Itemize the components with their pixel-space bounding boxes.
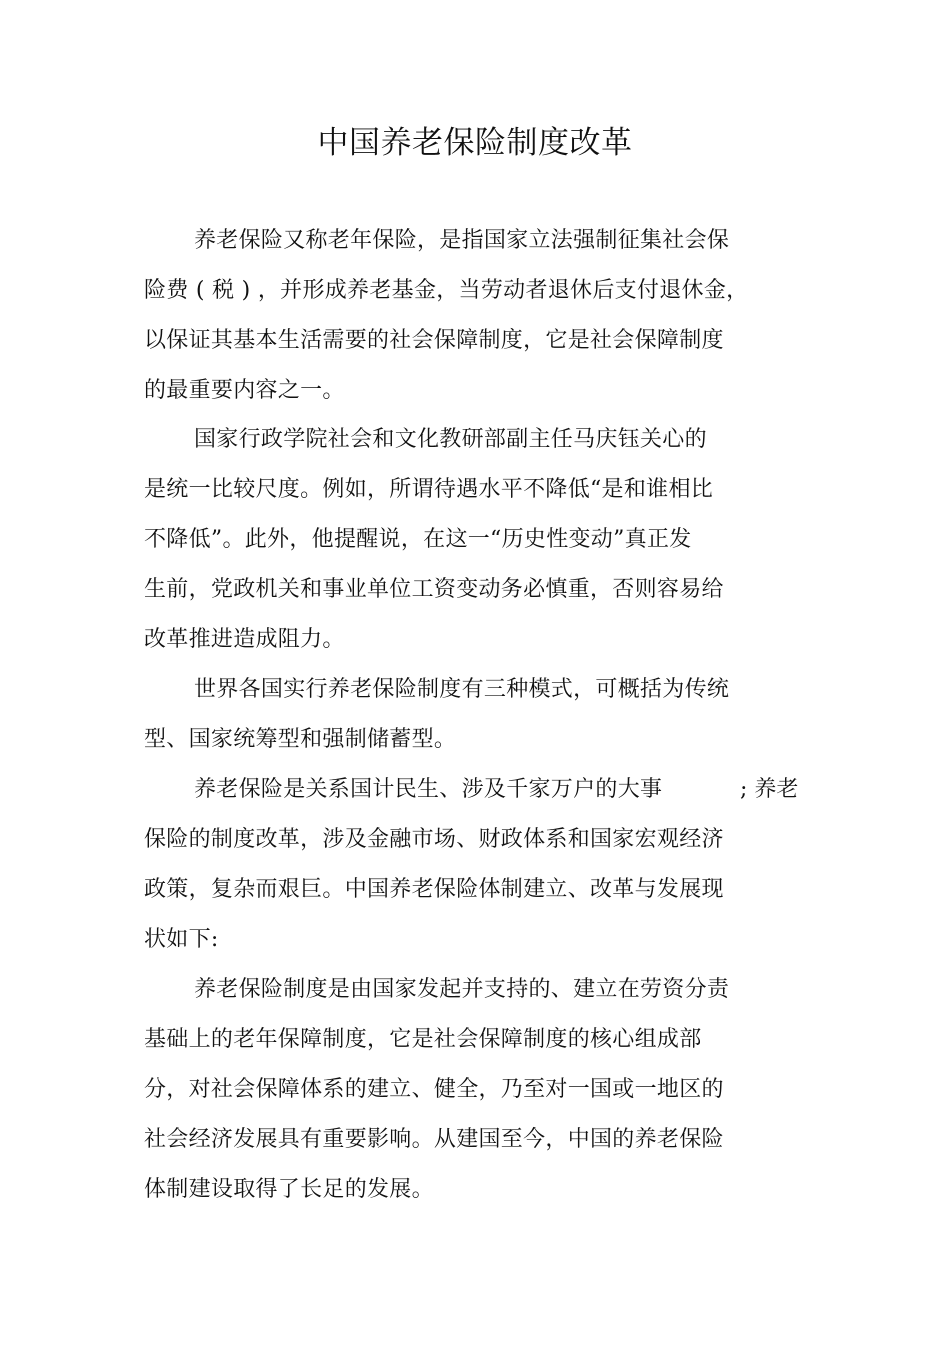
paragraph-4-line-3: 政策，复杂而艰巨。中国养老保险体制建立、改革与发展现 — [144, 877, 724, 902]
paragraph-5-line-2: 基础上的老年保障制度，它是社会保障制度的核心组成部 — [144, 1027, 702, 1052]
paragraph-1-line-4: 的最重要内容之一。 — [144, 378, 345, 403]
paragraph-1-line-3: 以保证其基本生活需要的社会保障制度，它是社会保障制度 — [144, 328, 724, 353]
paragraph-4-line-1-head: 养老保险是关系国计民生、涉及千家万户的大事 — [194, 777, 663, 802]
paragraph-5-line-5: 体制建设取得了长足的发展。 — [144, 1177, 434, 1202]
document-title: 中国养老保险制度改革 — [317, 125, 633, 161]
paragraph-2-line-1: 国家行政学院社会和文化教研部副主任马庆钰关心的 — [194, 427, 707, 452]
paragraph-2-line-2: 是统一比较尺度。例如，所谓待遇水平不降低“是和谁相比 — [144, 477, 714, 502]
paragraph-2-line-5: 改革推进造成阻力。 — [144, 627, 345, 652]
paragraph-3-line-1: 世界各国实行养老保险制度有三种模式，可概括为传统 — [194, 677, 730, 702]
paragraph-2-line-4: 生前，党政机关和事业单位工资变动务必慎重，否则容易给 — [144, 577, 724, 602]
paragraph-5-line-1: 养老保险制度是由国家发起并支持的、建立在劳资分责 — [194, 977, 730, 1002]
paragraph-4-line-1-tail: ; 养老 — [740, 777, 799, 802]
paragraph-5-line-4: 社会经济发展具有重要影响。从建国至今，中国的养老保险 — [144, 1127, 724, 1152]
paragraph-4-line-4: 状如下: — [144, 927, 219, 952]
paragraph-1-line-1: 养老保险又称老年保险，是指国家立法强制征集社会保 — [194, 228, 730, 253]
paragraph-3-line-2: 型、国家统筹型和强制储蓄型。 — [144, 727, 457, 752]
paragraph-5-line-3: 分，对社会保障体系的建立、健全，乃至对一国或一地区的 — [144, 1077, 724, 1102]
paragraph-2-line-3: 不降低”。此外，他提醒说，在这一“历史性变动”真正发 — [144, 527, 692, 552]
paragraph-1-line-2: 险费 ( 税 ) ，并形成养老基金，当劳动者退休后支付退休金， — [144, 278, 749, 303]
paragraph-4-line-2: 保险的制度改革，涉及金融市场、财政体系和国家宏观经济 — [144, 827, 724, 852]
